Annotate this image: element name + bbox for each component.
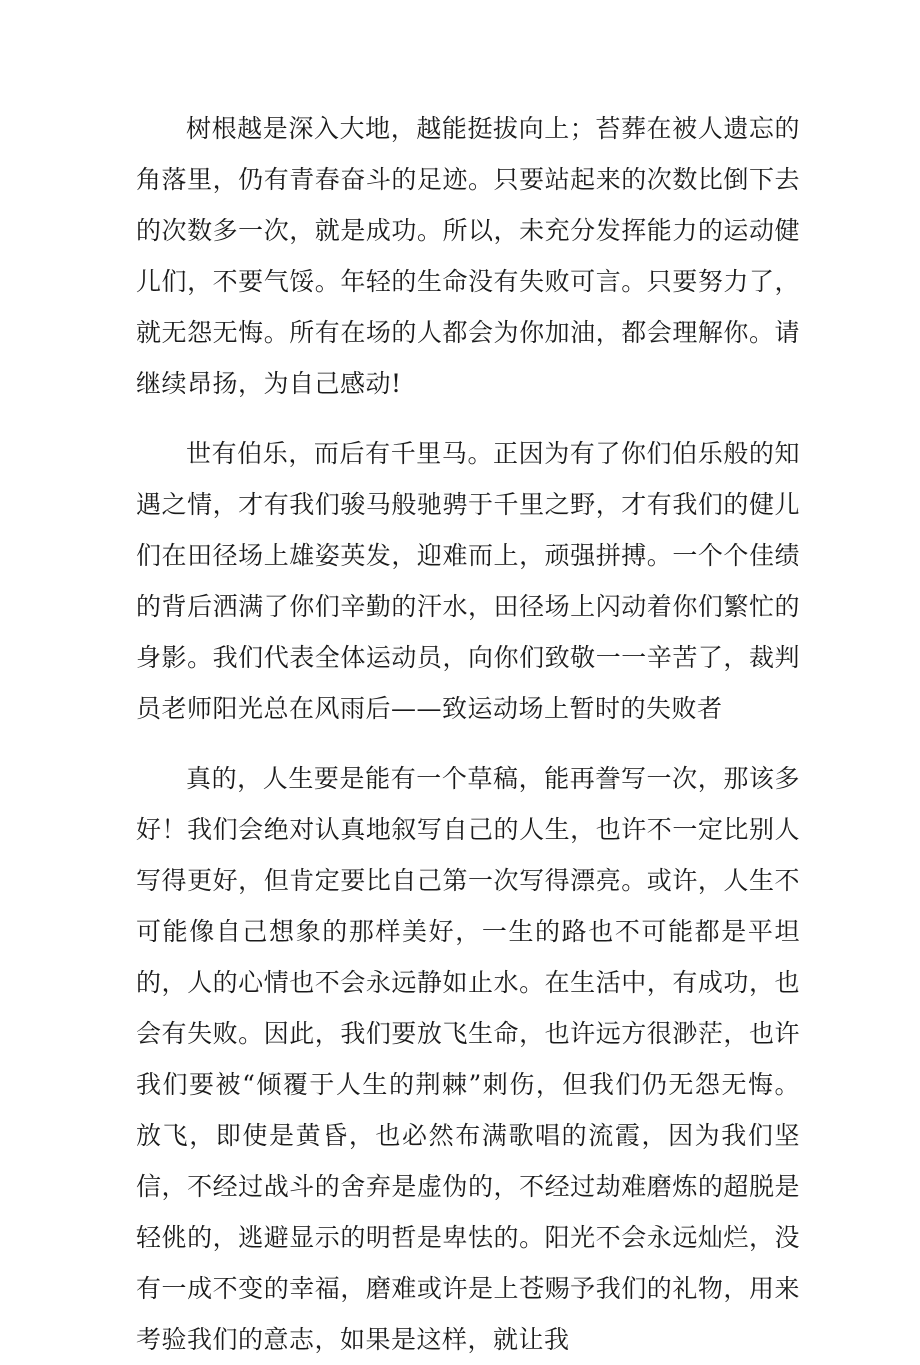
paragraph-3: 真的，人生要是能有一个草稿，能再誊写一次，那该多好！我们会绝对认真地叙写自己的人生，也许不一定比别人写得更好，但肯定要比自己第一次写得漂亮。或许，人生不可能像自己想象的那样美好，一生的路也不可能都是平坦的，人的心情也不会永远静如止水。在生活中，有成功，也会有失败。因此，我们要放飞生命，也许远方很渺茫，也许我们要被“倾覆于人生的荆棘”刺伤，但我们仍无怨无悔。放飞，即使是黄昏，也必然布满歌唱的流霞，因为我们坚信，不经过战斗的舍弃是虚伪的，不经过劫难磨炼的超脱是轻佻的，逃避显示的明哲是卑怯的。阳光不会永远灿烂，没有一成不变的幸福，磨难或许是上苍赐予我们的礼物，用来考验我们的意志，如果是这样，就让我: [136, 764, 800, 1354]
paragraph-2: 世有伯乐，而后有千里马。正因为有了你们伯乐般的知遇之情，才有我们骏马般驰骋于千里之野，才有我们的健儿们在田径场上雄姿英发，迎难而上，顽强拼搏。一个个佳绩的背后洒满了你们辛勤的汗水，田径场上闪动着你们繁忙的身影。我们代表全体运动员，向你们致敬一一辛苦了，裁判员老师阳光总在风雨后——致运动场上暂时的失败者: [136, 439, 800, 723]
paragraph-1: 树根越是深入大地，越能挺拔向上；苔葬在被人遗忘的角落里，仍有青春奋斗的足迹。只要站起来的次数比倒下去的次数多一次，就是成功。所以，未充分发挥能力的运动健儿们，不要气馁。年轻的生命没有失败可言。只要努力了，就无怨无悔。所有在场的人都会为你加油，都会理解你。请继续昂扬，为自己感动!: [136, 114, 800, 398]
document-body: [136, 103, 800, 1365]
